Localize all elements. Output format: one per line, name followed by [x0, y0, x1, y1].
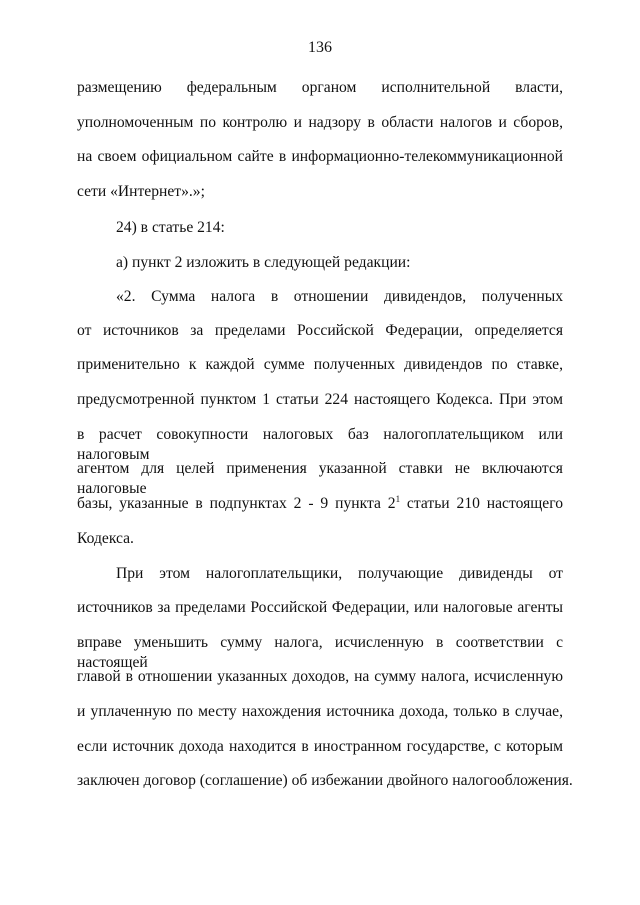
text-line: на своем официальном сайте в информационно-телекоммуникационной — [77, 148, 563, 165]
superscript: 1 — [395, 493, 401, 504]
page-number: 136 — [308, 39, 332, 56]
text-line: Кодекса. — [77, 530, 134, 547]
text-line: и уплаченную по месту нахождения источника дохода, только в случае, — [77, 703, 563, 720]
text-line: а) пункт 2 изложить в следующей редакции: — [116, 254, 411, 271]
text-line: 24) в статье 214: — [116, 219, 225, 236]
text-line: «2. Сумма налога в отношении дивидендов, полученных — [116, 288, 563, 305]
text-line — [77, 494, 563, 514]
text-line: в расчет совокупности налоговых баз налогоплательщиком или налоговым — [77, 426, 563, 463]
text-line: если источник дохода находится в иностранном государстве, с которым — [77, 738, 563, 755]
text-line: заключен договор (соглашение) об избежании двойного налогообложения. — [77, 772, 573, 789]
text-line: При этом налогоплательщики, получающие дивиденды от — [116, 565, 563, 582]
text-line: источников за пределами Российской Федерации, или налоговые агенты — [77, 599, 563, 616]
text-line: применительно к каждой сумме полученных дивидендов по ставке, — [77, 356, 563, 373]
text-line: вправе уменьшить сумму налога, исчисленную в соответствии с настоящей — [77, 634, 563, 671]
text-line: предусмотренной пунктом 1 статьи 224 настоящего Кодекса. При этом — [77, 391, 563, 408]
text-fragment: базы, указанные в подпунктах 2 - 9 пункта 2 — [77, 495, 396, 512]
text-line: размещению федеральным органом исполнительной власти, — [77, 79, 563, 96]
text-line: сети «Интернет».»; — [77, 183, 205, 200]
text-line: уполномоченным по контролю и надзору в области налогов и сборов, — [77, 114, 563, 131]
text-line: от источников за пределами Российской Федерации, определяется — [77, 322, 563, 339]
text-line: главой в отношении указанных доходов, на сумму налога, исчисленную — [77, 668, 563, 685]
text-fragment: статьи 210 настоящего — [400, 495, 563, 512]
text-line: агентом для целей применения указанной ставки не включаются налоговые — [77, 460, 563, 497]
